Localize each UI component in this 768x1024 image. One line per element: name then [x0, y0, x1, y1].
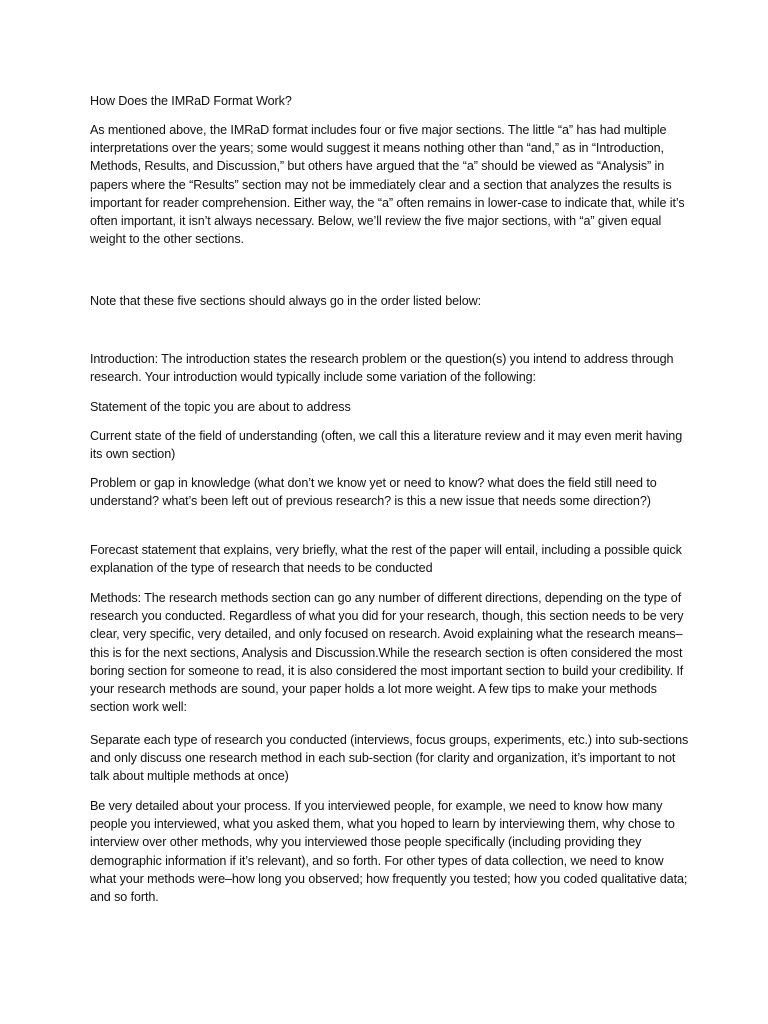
paragraph-introduction: Introduction: The introduction states the research problem or the question(s) you intend to address through research. Your introduction would typically include some variation of the following:: [90, 352, 674, 385]
paragraph-statement-topic: Statement of the topic you are about to address: [90, 400, 351, 414]
document-heading: How Does the IMRaD Format Work?: [90, 94, 292, 108]
paragraph-forecast-statement: Forecast statement that explains, very briefly, what the rest of the paper will entail, including a possible quick explanation of the type of research that needs to be conducted: [90, 543, 682, 576]
paragraph-methods: Methods: The research methods section can go any number of different directions, depending on the type of research you conducted. Regardless of what you did for your research, though, this section needs to be very clear, very specific, very detailed, and only focused on research. Avoid explaining what the research means–this is for the next sections, Analysis and Discussion.While the research section is often considered the most boring section for someone to read, it is also considered the most important section to build your credibility. If your research methods are sound, your paper holds a lot more weight. A few tips to make your methods section work well:: [90, 591, 684, 715]
paragraph-section-order: Note that these five sections should always go in the order listed below:: [90, 294, 482, 308]
paragraph-problem-gap: Problem or gap in knowledge (what don’t we know yet or need to know? what does the field still need to understand? what’s been left out of previous research? is this a new issue that needs some direction?): [90, 476, 657, 509]
paragraph-separate-research: Separate each type of research you conducted (interviews, focus groups, experiments, etc.) into sub-sections and only discuss one research method in each sub-section (for clarity and organization, it’s important to not talk about multiple methods at once): [90, 733, 689, 784]
paragraph-detailed-process: Be very detailed about your process. If you interviewed people, for example, we need to know how many people you interviewed, what you asked them, what you hoped to learn by interviewing them, why chose to interview over other methods, why you interviewed those people specifically (including providing they demographic information if it’s relevant), and so forth. For other types of data collection, we need to know what your methods were–how long you observed; how frequently you tested; how you coded qualitative data; and so forth.: [90, 799, 688, 905]
paragraph-imrad-overview: As mentioned above, the IMRaD format includes four or five major sections. The little “a” has had multiple interpretations over the years; some would suggest it means nothing other than “and,” as in “Introduction, Methods, Results, and Discussion,” but others have argued that the “a” should be viewed as “Analysis” in papers where the “Results” section may not be immediately clear and a section that analyzes the results is important for reader comprehension. Either way, the “a” often remains in lower-case to indicate that, while it’s often important, it isn’t always necessary. Below, we’ll review the five major sections, with “a” given equal weight to the other sections.: [90, 123, 685, 247]
paragraph-current-state: Current state of the field of understanding (often, we call this a literature review and it may even merit having its own section): [90, 429, 683, 462]
